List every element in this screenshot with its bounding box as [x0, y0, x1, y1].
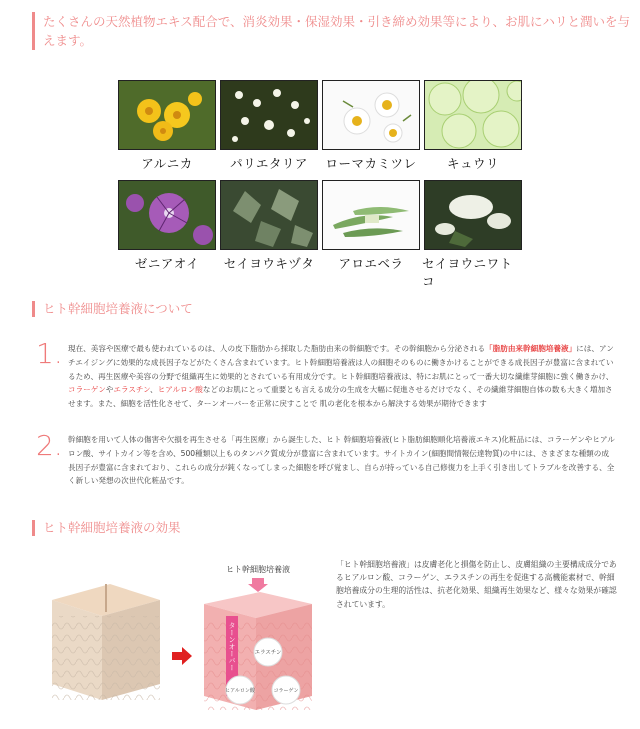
plant-card: [320, 180, 422, 272]
plant-card: [218, 80, 320, 172]
plant-name: アロエベラ: [338, 256, 404, 271]
section-title-effect: ヒト幹細胞培養液の効果: [32, 520, 181, 536]
elder-flower-icon: [424, 180, 522, 250]
text-segment: コラーゲン: [68, 385, 106, 395]
hyaluronic-label: ヒアルロン酸: [225, 688, 255, 694]
text-segment: ヒアルロン酸: [157, 385, 203, 395]
text-segment: には、アンチエイジングに効果的な成長因子などがたくさん含まれています。ヒト幹細胞培養液は人の細胞そのものに働きかけることができる成長因子が豊富に含まれているため、再生医療や美容の分野で組織再生に効果的とされている有用成分です。ヒト幹細胞培養液は、特にお肌にとって一番大切な繊維芽細胞に強く働きかけ、: [68, 344, 614, 381]
plant-grid: [116, 80, 524, 289]
arrow-down-icon: [248, 578, 268, 592]
collagen-label: コラーゲン: [273, 688, 299, 694]
plant-card: [218, 180, 320, 272]
plant-name: パリエタリア: [230, 156, 308, 171]
diagram-top-label: ヒト幹細胞培養液: [226, 565, 290, 574]
text-segment: などのお肌にとって重要とも言える成分の生成を大幅に促進させるだけでなく、その繊維芽細胞自体の数も大きく増加させます。また、細胞を活性化させて、ターンオーバーを正常に戻すことで 肌の老化を根本から解決する効果が期待できます: [68, 385, 613, 409]
text-segment: 現在、美容や医療で最も使われているのは、人の皮下脂肪から採取した脂肪由来の幹細胞です。その幹細胞から分泌される: [68, 344, 486, 353]
plant-card: [422, 180, 524, 289]
intro-text: たくさんの天然植物エキス配合で、消炎効果・保湿効果・引き締め効果等により、お肌にハリと潤いを与えます。: [32, 12, 633, 50]
plant-card: [320, 80, 422, 172]
point-number: 2.: [36, 429, 63, 462]
text-segment: 「脂肪由来幹細胞培養液」: [485, 344, 577, 353]
cucumber-slices-icon: [424, 80, 522, 150]
turnover-label: ターンオーバー: [228, 622, 236, 671]
text-segment: エラスチン: [113, 385, 151, 395]
point-number: 1.: [36, 337, 63, 370]
arrow-right-icon: [172, 647, 192, 665]
chamomile-flower-icon: [322, 80, 420, 150]
plant-card: [116, 80, 218, 172]
mallow-flower-icon: [118, 180, 216, 250]
point-text-1: [68, 342, 616, 411]
plant-name: アルニカ: [141, 156, 193, 171]
elastin-label: エラスチン: [254, 650, 282, 656]
arnica-flower-icon: [118, 80, 216, 150]
plant-name: ゼニアオイ: [134, 256, 200, 271]
plant-name: セイヨウキヅタ: [223, 256, 315, 271]
parietaria-plant-icon: [220, 80, 318, 150]
plant-name: キュウリ: [446, 156, 499, 171]
text-segment: 幹細胞を用いて人体の傷害や欠損を再生させる「再生医療」から誕生した、ヒト 幹細胞培養液(ヒト脂肪細胞順化培養液エキス)化粧品には、コラーゲンやヒアルロン酸、サイトカイン等を含め、500種類以上ものタンパク質成分が豊富に含まれています。サイトカイン(細胞間情報伝達物質)の中には、さまざまな種類の成長因子が豊富に含まれており、これらの成分が鈍くなってしまった細胞を呼び覚まし、自らが持っている自己修復力を上手く引き出してトラブルを改善する、全く新しい発想の次世代化粧品です。: [68, 435, 615, 486]
ivy-leaves-icon: [220, 180, 318, 250]
aloe-leaves-icon: [322, 180, 420, 250]
text-segment: 、: [150, 385, 158, 395]
plant-name: ローマカミツレ: [325, 156, 417, 171]
point-text-2: [68, 433, 616, 488]
aged-skin-block: [52, 584, 160, 700]
plant-card: [116, 180, 218, 272]
skin-diagram: [40, 560, 320, 725]
plant-card: [422, 80, 524, 172]
effect-text: 「ヒト幹細胞培養液」は皮膚老化と損傷を防止し、皮膚組織の主要構成成分であるヒアルロン酸、コラーゲン、エラスチンの再生を促進する高機能素材で、幹細胞培養成分の生理的活性は、抗老化効果、組織再生効果など、様々な効果が確認されています。: [336, 560, 617, 609]
text-segment: や: [105, 385, 114, 395]
plant-name: セイヨウニワトコ: [422, 256, 513, 289]
section-title-about: ヒト幹細胞培養液について: [32, 301, 193, 317]
